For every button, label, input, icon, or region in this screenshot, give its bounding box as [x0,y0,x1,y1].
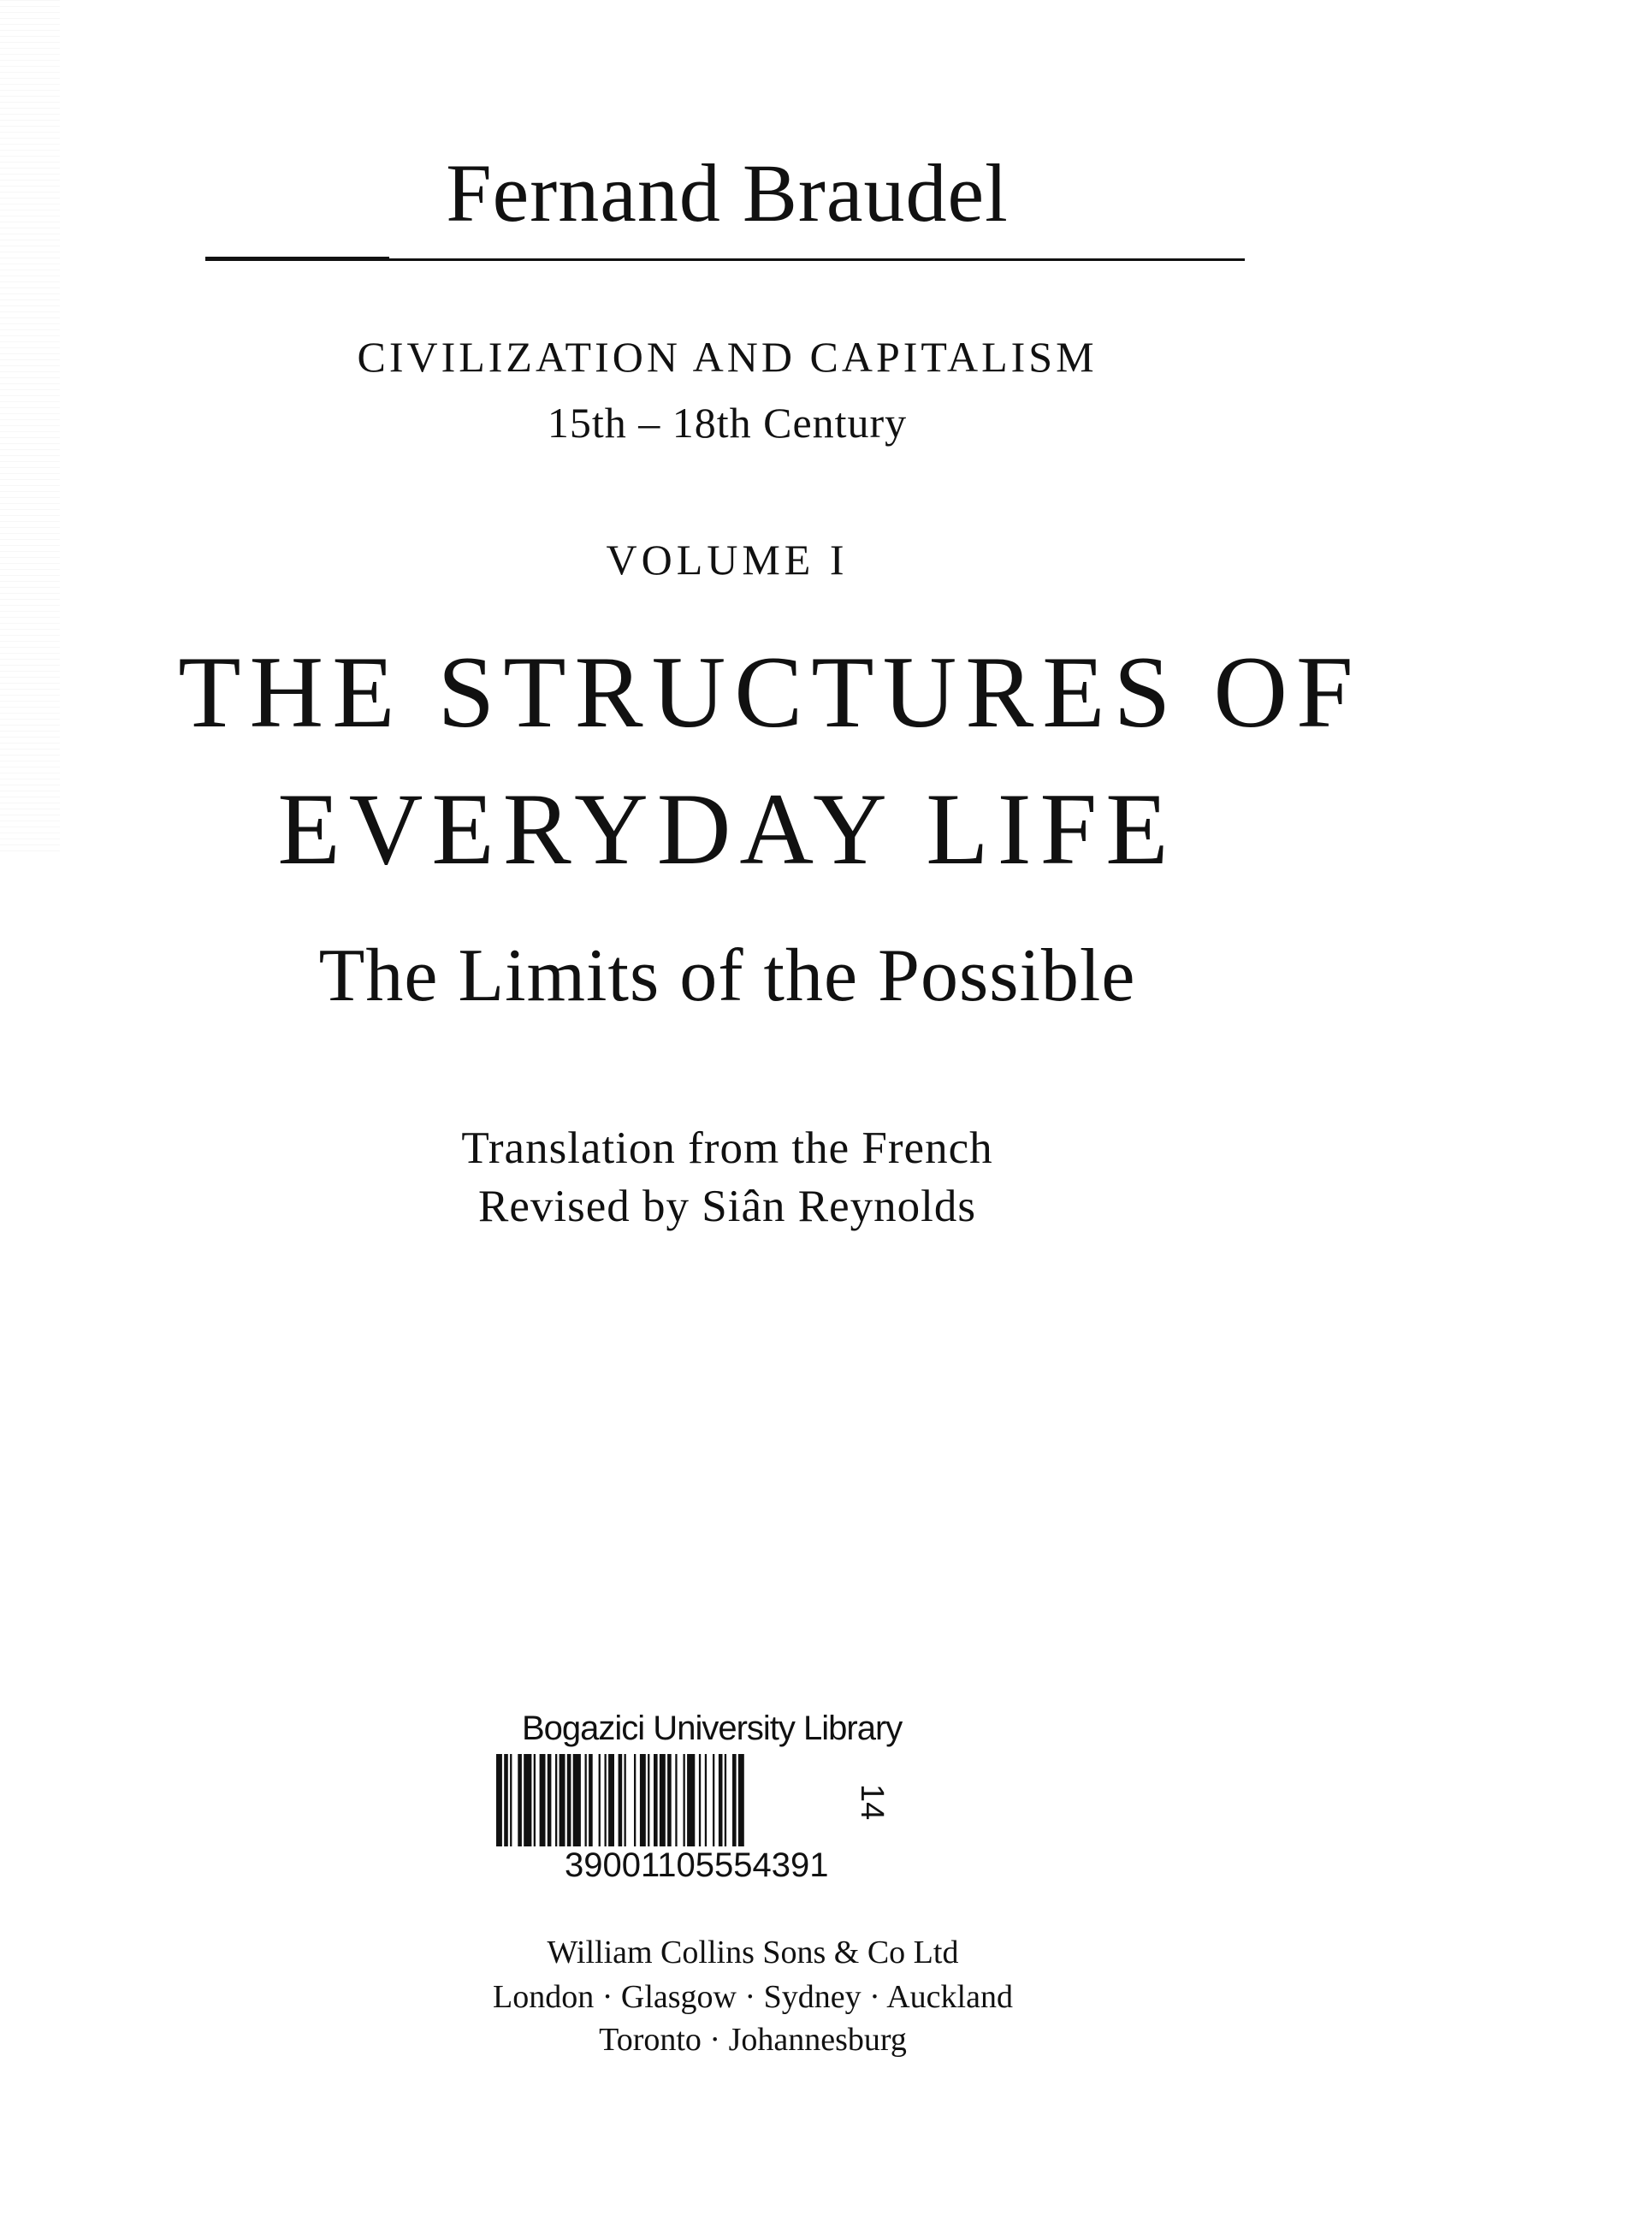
publisher-name: William Collins Sons & Co Ltd [547,1935,959,1970]
publisher-cities-2: Toronto · Johannesburg [599,2022,907,2058]
divider-rule-overlap [205,257,389,258]
publisher-cities: London · Glasgow · Sydney · Auckland [493,1979,1013,2015]
volume-number: VOLUME I [606,536,849,584]
author-name: Fernand Braudel [446,147,1009,239]
book-title-line-1: THE STRUCTURES OF [178,635,1362,749]
divider-rule [205,258,1245,261]
library-name: Bogazici University Library [522,1710,903,1747]
book-subtitle: The Limits of the Possible [318,934,1136,1017]
translation-reviser: Revised by Siân Reynolds [478,1182,976,1231]
barcode-number: 39001105554391 [565,1846,829,1884]
shelf-number: 14 [854,1784,890,1821]
translation-note: Translation from the French [461,1123,993,1173]
series-period: 15th – 18th Century [547,399,908,447]
book-title-line-2: EVERYDAY LIFE [277,772,1177,886]
series-title: CIVILIZATION AND CAPITALISM [357,333,1098,381]
